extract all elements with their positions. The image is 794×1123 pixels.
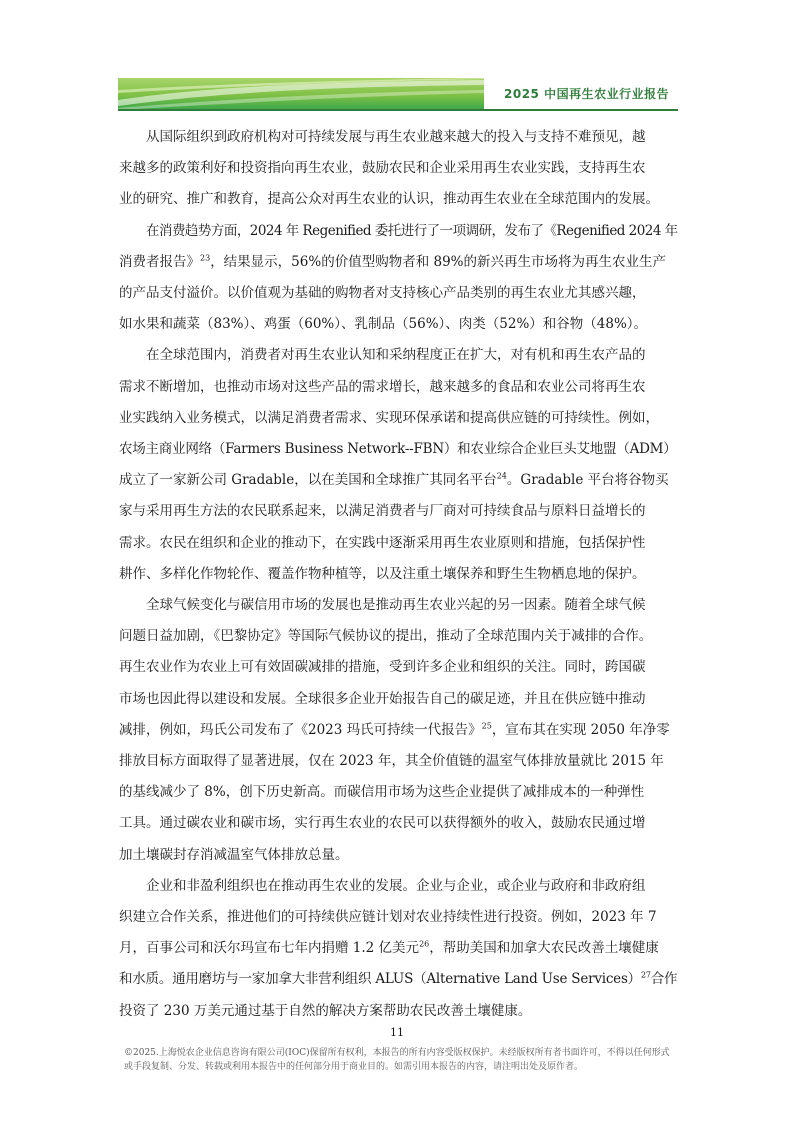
text-line xyxy=(119,153,677,184)
paragraph xyxy=(119,590,677,871)
text-segment: 需求。农民在组织和企业的推动下，在实践中逐渐采用再生农业原则和措施，包括保护性 xyxy=(119,534,646,551)
text-segment: 加土壤碳封存消减温室气体排放总量。 xyxy=(119,846,349,863)
text-line xyxy=(119,902,677,933)
text-line xyxy=(119,840,677,871)
text-line xyxy=(119,559,677,590)
text-segment: 的基线减少了 8%，创下历史新高。而碳信用市场为这些企业提供了减排成本的一种弹性 xyxy=(119,784,645,801)
text-segment: 来越多的政策利好和投资指向再生农业，鼓励农民和企业采用再生农业实践，支持再生农 xyxy=(119,160,646,177)
text-line xyxy=(119,216,677,247)
text-segment: 业实践纳入业务模式，以满足消费者需求、实现环保承诺和提高供应链的可持续性。例如， xyxy=(119,409,659,426)
text-segment: 农场主商业网络（Farmers Business Network--FBN）和农业综合企业巨头艾地盟（ADM） xyxy=(119,441,677,458)
text-line xyxy=(119,964,677,995)
text-segment: 排放目标方面取得了显著进展，仅在 2023 年，其全价值链的温室气体排放量就比 2015 年 xyxy=(119,753,664,770)
text-segment: 织建立合作关系，推进他们的可持续供应链计划对农业持续性进行投资。例如，2023 年 7 xyxy=(119,909,657,926)
text-line xyxy=(119,777,677,808)
text-segment: 从国际组织到政府机构对可持续发展与再生农业越来越大的投入与支持不难预见，越 xyxy=(146,129,646,145)
text-line xyxy=(119,528,677,559)
text-line xyxy=(119,808,677,839)
text-line xyxy=(119,496,677,527)
text-segment: 家与采用再生方法的农民联系起来，以满足消费者与厂商对可持续食品与原料日益增长的 xyxy=(119,503,646,520)
text-segment: 和水质。通用磨坊与一家加拿大非营利组织 ALUS（Alternative Land Use Services） xyxy=(119,971,641,988)
text-segment: 投资了 230 万美元通过基于自然的解决方案帮助农民改善土壤健康。 xyxy=(119,1002,532,1019)
copyright-footer: ©2025.上海悦农企业信息咨询有限公司(IOC)保留所有权利，本报告的所有内容受版权保护。未经版权所有者书面许可，不得以任何形式或手段复制、分发、转载或利用本报告中的任何部分用于商业目的。如需引用本报告的内容，请注明出处及原作者。 xyxy=(124,1048,670,1072)
text-segment: 月，百事公司和沃尔玛宣布七年内捐赠 1.2 亿美元 xyxy=(119,940,420,957)
text-line xyxy=(119,684,677,715)
footnote-ref: 25 xyxy=(481,721,492,731)
text-line xyxy=(119,122,677,153)
page-number: 11 xyxy=(390,1026,404,1039)
report-title: 2025 中国再生农业行业报告 xyxy=(504,87,670,101)
text-segment: 在消费趋势方面，2024 年 Regenified 委托进行了一项调研，发布了《Regenified 2024 年 xyxy=(146,222,678,239)
footnote-ref: 27 xyxy=(640,970,651,980)
text-segment: 如水果和蔬菜（83%）、鸡蛋（60%）、乳制品（56%）、肉类（52%）和谷物（48%）。 xyxy=(119,316,648,333)
text-line xyxy=(119,278,677,309)
header-rule xyxy=(118,109,678,111)
header-gradient-band xyxy=(118,78,484,110)
text-line xyxy=(119,746,677,777)
text-line xyxy=(119,340,677,371)
text-line xyxy=(119,621,677,652)
text-segment: 耕作、多样化作物轮作、覆盖作物种植等，以及注重土壤保养和野生生物栖息地的保护。 xyxy=(119,565,646,582)
text-segment: 需求不断增加，也推动市场对这些产品的需求增长，越来越多的食品和农业公司将再生农 xyxy=(119,378,646,395)
text-segment: 业的研究、推广和教育，提高公众对再生农业的认识，推动再生农业在全球范围内的发展。 xyxy=(119,191,659,208)
text-line xyxy=(119,996,677,1027)
text-segment: 在全球范围内，消费者对再生农业认知和采纳程度正在扩大，对有机和再生农产品的 xyxy=(146,347,646,364)
text-line xyxy=(119,933,677,964)
text-segment: 成立了一家新公司 Gradable，以在美国和全球推广其同名平台 xyxy=(119,472,497,489)
text-segment: 企业和非盈利组织也在推动再生农业的发展。企业与企业，或企业与政府和非政府组 xyxy=(146,877,646,894)
paragraph xyxy=(119,340,677,590)
paragraph xyxy=(119,122,677,216)
text-line xyxy=(119,652,677,683)
text-segment: ，结果显示，56%的价值型购物者和 89%的新兴再生市场将为再生农业生产 xyxy=(210,253,666,270)
text-segment: 减排，例如，玛氏公司发布了《2023 玛氏可持续一代报告》 xyxy=(119,721,482,738)
footnote-ref: 26 xyxy=(419,939,430,949)
text-segment: 全球气候变化与碳信用市场的发展也是推动再生农业兴起的另一因素。随着全球气候 xyxy=(146,597,646,614)
text-line xyxy=(119,309,677,340)
text-line xyxy=(119,403,677,434)
text-segment: 。Gradable 平台将谷物买 xyxy=(506,472,669,489)
text-segment: 合作 xyxy=(650,971,678,988)
text-line xyxy=(119,590,677,621)
paragraph xyxy=(119,216,677,341)
page-header xyxy=(0,78,794,112)
text-segment: 的产品支付溢价。以价值观为基础的购物者对支持核心产品类别的再生农业尤其感兴趣， xyxy=(119,285,646,302)
paragraph xyxy=(119,871,677,1027)
text-segment: 再生农业作为农业上可有效固碳减排的措施，受到许多企业和组织的关注。同时，跨国碳 xyxy=(119,659,646,676)
text-line xyxy=(119,247,677,278)
text-line xyxy=(119,184,677,215)
text-segment: ，帮助美国和加拿大农民改善土壤健康 xyxy=(429,940,659,957)
text-line xyxy=(119,871,677,902)
text-segment: ，宣布其在实现 2050 年净零 xyxy=(491,721,670,738)
footnote-ref: 24 xyxy=(496,471,507,481)
text-line xyxy=(119,434,677,465)
text-segment: 工具。通过碳农业和碳市场，实行再生农业的农民可以获得额外的收入，鼓励农民通过增 xyxy=(119,815,646,832)
text-line xyxy=(119,465,677,496)
text-line xyxy=(119,372,677,403)
footnote-ref: 23 xyxy=(200,253,211,263)
body-text xyxy=(119,122,677,1027)
text-segment: 市场也因此得以建设和发展。全球很多企业开始报告自己的碳足迹，并且在供应链中推动 xyxy=(119,690,646,707)
text-line xyxy=(119,715,677,746)
text-segment: 问题日益加剧，《巴黎协定》等国际气候协议的提出，推动了全球范围内关于减排的合作。 xyxy=(119,628,653,645)
header-swoosh-graphic xyxy=(118,78,484,110)
text-segment: 消费者报告》 xyxy=(119,253,200,270)
